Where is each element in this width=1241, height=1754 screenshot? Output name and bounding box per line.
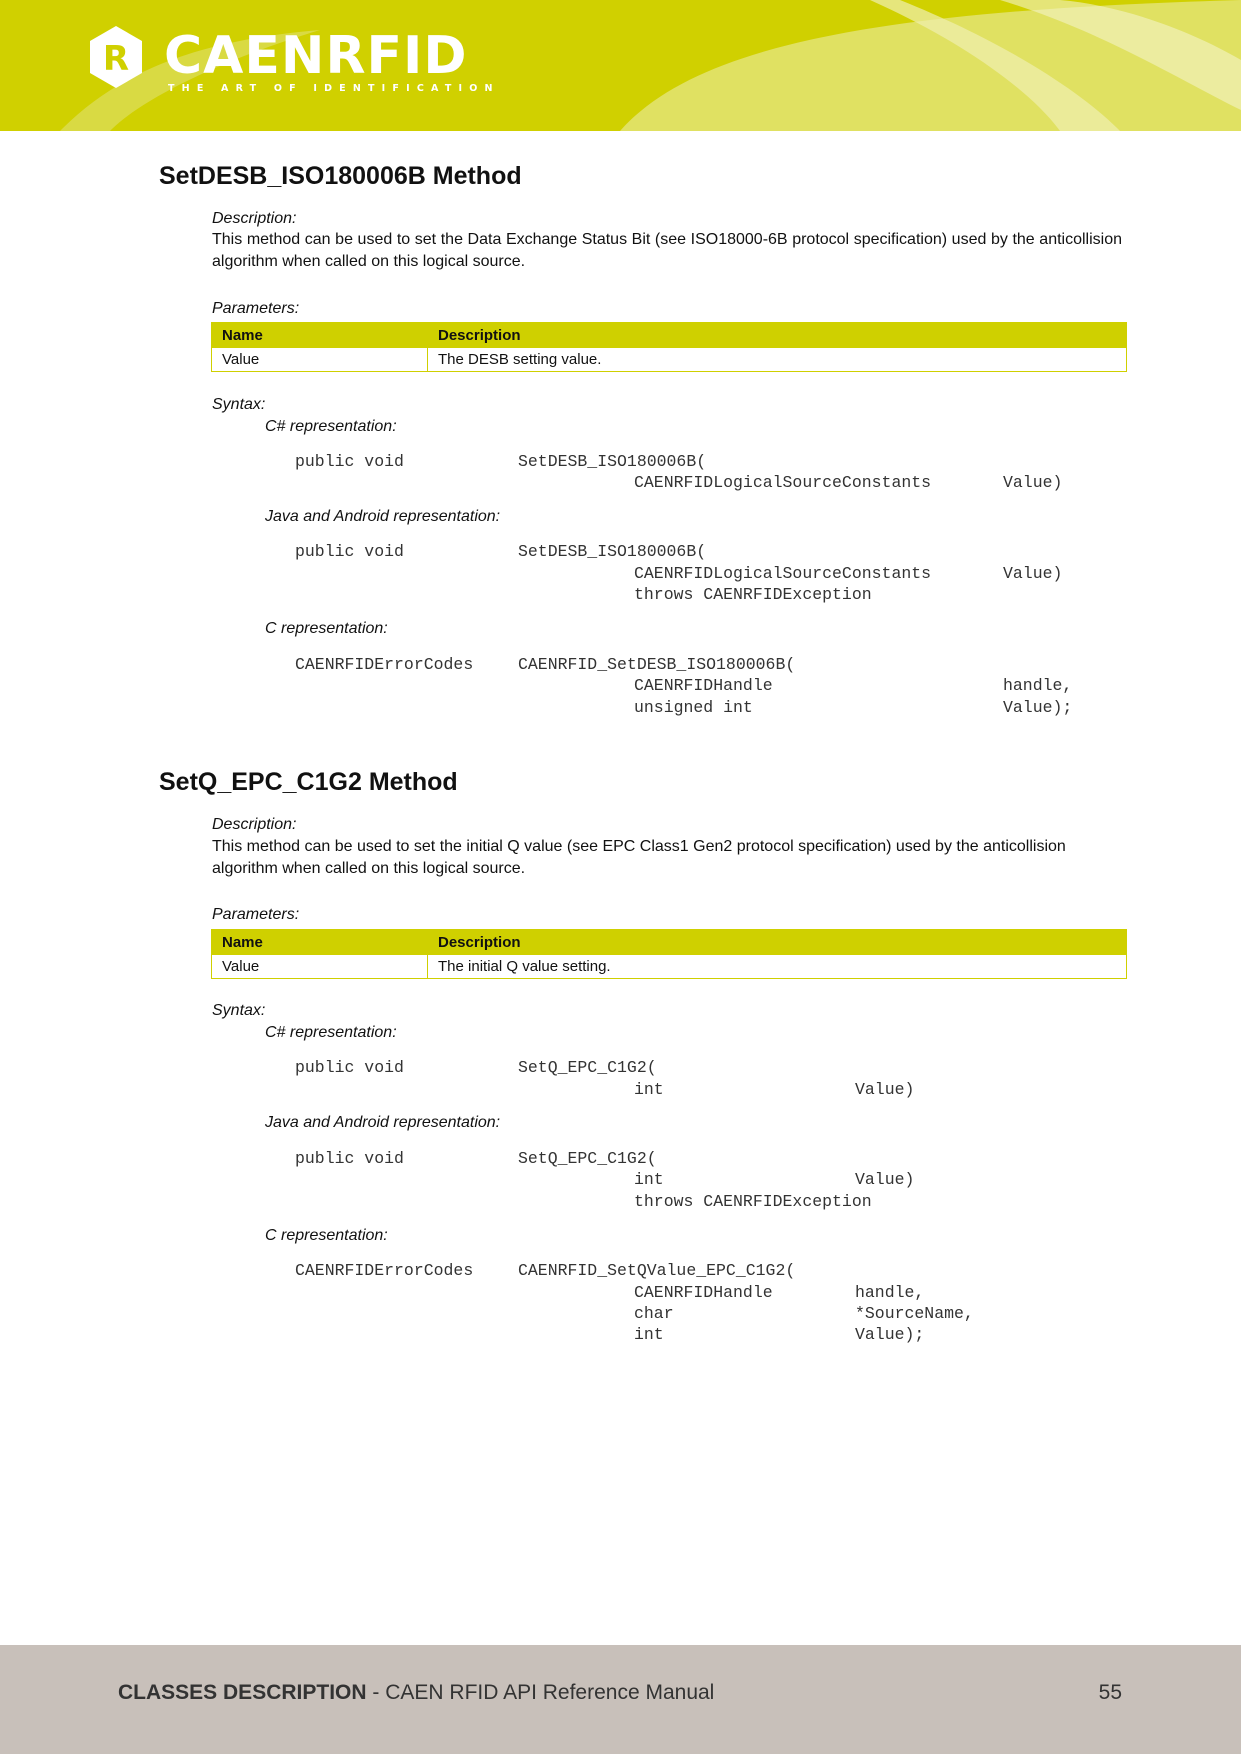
c-arg-type: CAENRFIDHandle	[634, 676, 773, 695]
csharp-arg-type: CAENRFIDLogicalSourceConstants	[634, 473, 932, 492]
table-header-row	[212, 323, 1127, 348]
java-arg-type: int	[634, 1170, 664, 1189]
caenrfid-logo	[88, 22, 508, 102]
footer-title	[118, 1681, 714, 1705]
syntax-label: Syntax:	[212, 1002, 266, 1019]
csharp-arg-name: Value)	[1003, 473, 1063, 492]
footer-separator: -	[366, 1681, 386, 1704]
c-arg-name: *SourceName,	[855, 1304, 974, 1323]
logo-tagline: THE ART OF IDENTIFICATION	[168, 83, 500, 94]
description-text: This method can be used to set the Data Exchange Status Bit (see ISO18000-6B protocol specification) used by the anticollision algorithm when called on this logical source.	[212, 231, 1122, 270]
footer-section: CLASSES DESCRIPTION	[118, 1681, 367, 1704]
csharp-return: public void	[295, 452, 404, 471]
syntax-label: Syntax:	[212, 396, 266, 413]
csharp-function: SetDESB_ISO180006B(	[518, 452, 707, 471]
header-name: Name	[212, 930, 428, 955]
c-label: C representation:	[265, 1227, 388, 1244]
c-label: C representation:	[265, 620, 388, 637]
header-description: Description	[428, 323, 1127, 348]
param-name: Value	[212, 955, 428, 979]
c-arg-name: handle,	[855, 1283, 925, 1302]
csharp-arg-type: int	[634, 1080, 664, 1099]
c-arg-name: Value);	[1003, 698, 1073, 717]
logo-hexagon-icon	[88, 24, 144, 90]
description-text: This method can be used to set the initial Q value (see EPC Class1 Gen2 protocol specification) used by the anticollision algorithm when called on this logical source.	[212, 838, 1066, 877]
c-function: CAENRFID_SetDESB_ISO180006B(	[518, 655, 796, 674]
page-header	[0, 0, 1241, 131]
c-arg-type: char	[634, 1304, 674, 1323]
parameters-table	[211, 322, 1127, 372]
java-arg-name: Value)	[855, 1170, 915, 1189]
java-return: public void	[295, 542, 404, 561]
csharp-arg-name: Value)	[855, 1080, 915, 1099]
description-label: Description:	[212, 816, 297, 833]
java-return: public void	[295, 1149, 404, 1168]
java-throws: throws CAENRFIDException	[634, 585, 872, 604]
parameters-label: Parameters:	[212, 906, 300, 923]
footer-manual: CAEN RFID API Reference Manual	[385, 1681, 715, 1704]
method-title: SetDESB_ISO180006B Method	[159, 162, 522, 190]
table-header-row	[212, 930, 1127, 955]
csharp-label: C# representation:	[265, 418, 397, 435]
java-function: SetQ_EPC_C1G2(	[518, 1149, 657, 1168]
java-label: Java and Android representation:	[265, 1114, 501, 1131]
c-return: CAENRFIDErrorCodes	[295, 655, 474, 674]
csharp-label: C# representation:	[265, 1024, 397, 1041]
java-arg-type: CAENRFIDLogicalSourceConstants	[634, 564, 932, 583]
parameters-label: Parameters:	[212, 300, 300, 317]
param-description: The DESB setting value.	[428, 348, 1127, 372]
c-return: CAENRFIDErrorCodes	[295, 1261, 474, 1280]
csharp-return: public void	[295, 1058, 404, 1077]
svg-text:R: R	[102, 39, 130, 79]
header-name: Name	[212, 323, 428, 348]
c-arg-type: CAENRFIDHandle	[634, 1283, 773, 1302]
java-throws: throws CAENRFIDException	[634, 1192, 872, 1211]
c-arg-type: int	[634, 1325, 664, 1344]
logo-wordmark: CAENRFID	[164, 26, 468, 86]
c-arg-name: Value);	[855, 1325, 925, 1344]
java-arg-name: Value)	[1003, 564, 1063, 583]
header-description: Description	[428, 930, 1127, 955]
parameters-table	[211, 929, 1127, 979]
c-function: CAENRFID_SetQValue_EPC_C1G2(	[518, 1261, 796, 1280]
description-label: Description:	[212, 210, 297, 227]
c-arg-name: handle,	[1003, 676, 1073, 695]
page-footer	[0, 1645, 1241, 1754]
table-row	[212, 348, 1127, 372]
param-name: Value	[212, 348, 428, 372]
csharp-function: SetQ_EPC_C1G2(	[518, 1058, 657, 1077]
c-arg-type: unsigned int	[634, 698, 753, 717]
page-number: 55	[1098, 1681, 1122, 1704]
param-description: The initial Q value setting.	[428, 955, 1127, 979]
java-function: SetDESB_ISO180006B(	[518, 542, 707, 561]
java-label: Java and Android representation:	[265, 508, 501, 525]
table-row	[212, 955, 1127, 979]
method-title: SetQ_EPC_C1G2 Method	[159, 768, 458, 796]
